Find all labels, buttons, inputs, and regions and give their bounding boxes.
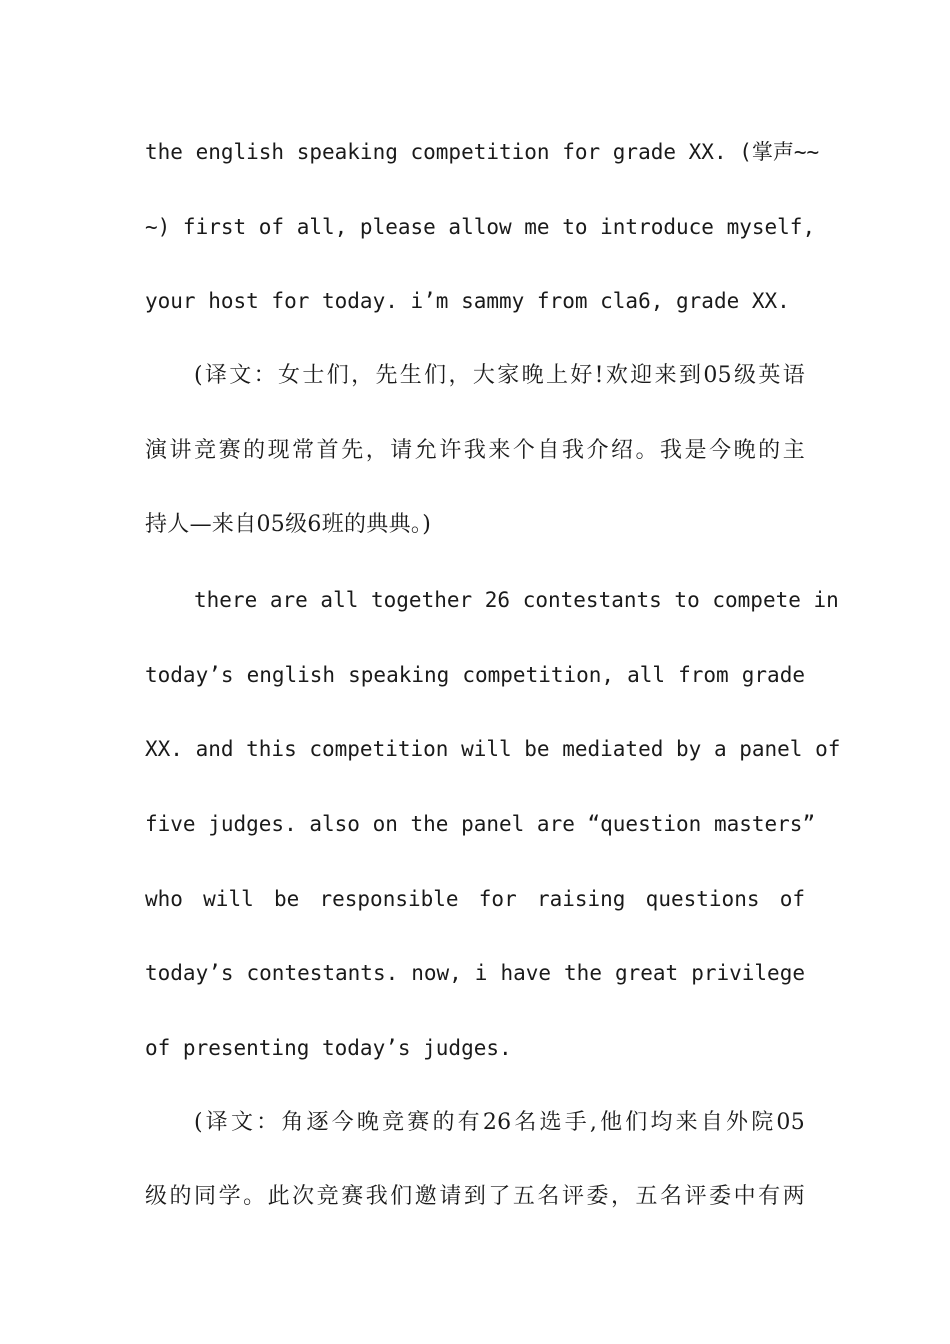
text-line: ~) first of all, please allow me to introduce myself, [145, 215, 816, 239]
text-line: who will be responsible for raising questions of [145, 887, 805, 911]
translation-line: 持人—来自05级6班的典典。) [145, 512, 432, 537]
text-line: today’s contestants. now, i have the great privilege [145, 961, 805, 985]
text-line: your host for today. i’m sammy from cla6, grade XX. [145, 289, 790, 313]
text-line: the english speaking competition for grade XX. (掌声~~ [145, 140, 820, 164]
translation-line: 级的同学。此次竞赛我们邀请到了五名评委，五名评委中有两 [145, 1184, 805, 1209]
translation-line: (译文：女士们，先生们，大家晚上好!欢迎来到05级英语 [194, 363, 805, 388]
text-line: of presenting today’s judges. [145, 1036, 512, 1060]
translation-line: (译文：角逐今晚竞赛的有26名选手,他们均来自外院05 [194, 1110, 805, 1135]
translation-line: 演讲竞赛的现常首先，请允许我来个自我介绍。我是今晚的主 [145, 438, 805, 463]
text-line: today’s english speaking competition, all from grade [145, 663, 805, 687]
text-line: XX. and this competition will be mediated by a panel of [145, 737, 841, 761]
text-line: five judges. also on the panel are “question masters” [145, 812, 816, 836]
text-line: there are all together 26 contestants to compete in [194, 588, 839, 612]
